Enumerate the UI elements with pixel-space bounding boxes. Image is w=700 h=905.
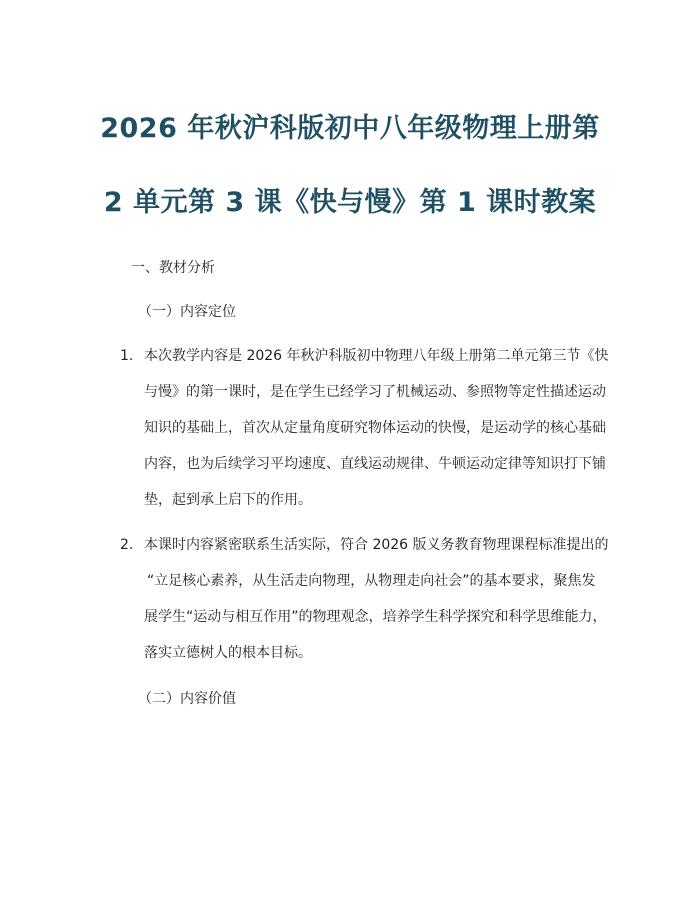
subsection-heading-content-positioning: （一）内容定位 — [138, 304, 236, 320]
document-title-line-2: 2 单元第 3 课《快与慢》第 1 课时教案 — [103, 187, 597, 218]
list-item-line: “立足核心素养，从生活走向物理，从物理走向社会”的基本要求，聚焦发 — [147, 573, 596, 589]
list-item-line: 知识的基础上，首次从定量角度研究物体运动的快慢，是运动学的核心基础 — [144, 420, 606, 436]
list-item-line: 落实立德树人的根本目标。 — [144, 645, 312, 661]
section-heading-textbook-analysis: 一、教材分析 — [131, 260, 215, 276]
list-item-number: 2. — [120, 537, 134, 553]
list-item-line: 本次教学内容是 2026 年秋沪科版初中物理八年级上册第二单元第三节《快 — [144, 348, 609, 364]
list-item-line: 与慢》的第一课时，是在学生已经学习了机械运动、参照物等定性描述运动 — [144, 384, 606, 400]
list-item-line: 内容，也为后续学习平均速度、直线运动规律、牛顿运动定律等知识打下铺 — [144, 456, 606, 472]
list-item-number: 1. — [120, 348, 134, 364]
document-title-line-1: 2026 年秋沪科版初中八年级物理上册第 — [100, 113, 600, 144]
list-item-line: 本课时内容紧密联系生活实际，符合 2026 版义务教育物理课程标准提出的 — [144, 537, 609, 553]
subsection-heading-content-value: （二）内容价值 — [138, 691, 236, 707]
list-item-line: 垫，起到承上启下的作用。 — [144, 492, 312, 508]
list-item-line: 展学生“运动与相互作用”的物理观念，培养学生科学探究和科学思维能力， — [144, 609, 607, 625]
